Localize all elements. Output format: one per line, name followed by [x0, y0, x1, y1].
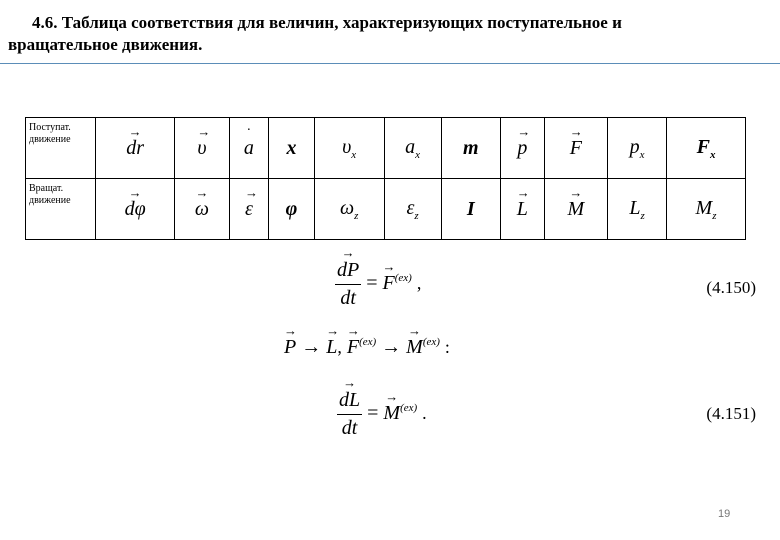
table-row [26, 118, 746, 179]
cell-symbol: φ [285, 197, 298, 220]
cell-symbol: a [243, 136, 254, 159]
cell-subscript: z [414, 209, 419, 222]
table-cell: → F [544, 118, 607, 179]
rhs-superscript: (ex) [400, 402, 418, 415]
equation-number-4-150: (4.150) [706, 278, 756, 297]
correspondence-table [25, 117, 746, 240]
mapping-line: → P → → L, → $F^{(ex)}$ → → $M^{(ex)}$ : [284, 323, 450, 358]
cell-symbol: F [696, 135, 710, 158]
cell-symbol: F [569, 136, 582, 159]
page-title [8, 12, 768, 56]
cell-symbol: dφ [124, 197, 146, 220]
title-line-2: вращательное движения. [8, 35, 203, 54]
table-cell [269, 118, 315, 179]
cell-symbol: ω [339, 196, 355, 219]
cell-symbol: m [463, 136, 479, 159]
table-cell: → p [501, 118, 545, 179]
table-row [26, 179, 746, 240]
cell-symbol: ε [244, 197, 253, 220]
cell-subscript: z [640, 209, 645, 222]
title-line-1: 4.6. Таблица соответствия для величин, характеризующих поступательное и [32, 13, 622, 32]
equation-punct: . [422, 403, 427, 424]
table-cell [608, 118, 667, 179]
table-cell [667, 179, 746, 240]
table-cell: → dr [96, 118, 175, 179]
cell-symbol: p [517, 136, 528, 159]
cell-symbol: L [629, 196, 641, 219]
row-label: Вращат. движение [26, 179, 96, 240]
cell-subscript: x [351, 148, 357, 161]
cell-symbol: dr [126, 136, 145, 159]
cell-symbol: I [466, 197, 475, 220]
table-cell [314, 118, 384, 179]
rhs-superscript: (ex) [394, 272, 412, 285]
equation-punct: , [416, 273, 422, 294]
cell-subscript: z [712, 209, 717, 222]
table-cell [441, 179, 501, 240]
fraction: → dP dt [337, 245, 360, 309]
cell-symbol: L [516, 197, 528, 220]
numerator: dL [339, 389, 361, 411]
fraction: → dL dt [339, 375, 361, 439]
table-cell [441, 118, 501, 179]
table-cell [384, 179, 441, 240]
superscript-F: (ex) [359, 336, 377, 348]
symbol-L: L [326, 336, 338, 358]
equation-number-4-151: (4.151) [706, 404, 756, 423]
page-number: 19 [718, 508, 731, 520]
table-cell: → M [544, 179, 607, 240]
cell-symbol: x [286, 136, 297, 159]
maps-to-arrow: → [301, 336, 322, 358]
cell-symbol: M [567, 197, 585, 220]
rhs-symbol: F [382, 272, 395, 295]
title-divider [0, 63, 780, 64]
table-cell [269, 179, 315, 240]
table-cell: → ε [229, 179, 269, 240]
cell-symbol: ω [194, 197, 210, 220]
cell-subscript: x [639, 148, 645, 161]
maps-to-arrow-2: → [381, 336, 402, 358]
table-cell: → dφ [96, 179, 175, 240]
table-cell [384, 118, 441, 179]
symbol-F: F [346, 336, 360, 358]
row-label: Поступат. движение [26, 118, 96, 179]
cell-symbol: a [405, 135, 416, 158]
cell-subscript: z [354, 209, 359, 222]
cell-symbol: ε [406, 196, 415, 219]
table-cell: → υ [175, 118, 229, 179]
equation-4-150: → dP dt = → $F^{(ex)}$ , [337, 245, 422, 309]
symbol-P: P [284, 336, 297, 358]
cell-symbol: p [629, 135, 640, 158]
cell-symbol: υ [342, 135, 352, 158]
mapping-punct: : [444, 337, 450, 357]
numerator: dP [337, 259, 360, 281]
symbol-M: M [406, 336, 423, 358]
rhs-symbol: M [383, 402, 401, 425]
cell-symbol: υ [197, 136, 207, 159]
table-cell: → L [501, 179, 545, 240]
table-cell: · a [229, 118, 269, 179]
cell-symbol: M [695, 196, 713, 219]
table-cell [667, 118, 746, 179]
table-cell: → ω [175, 179, 229, 240]
denominator: dt [340, 287, 356, 309]
superscript-M: (ex) [422, 336, 440, 348]
table-cell [608, 179, 667, 240]
equation-4-151: → dL dt = → $M^{(ex)}$ . [339, 375, 427, 439]
denominator: dt [341, 417, 358, 439]
cell-subscript: x [415, 148, 420, 161]
table-cell [314, 179, 384, 240]
cell-subscript: x [709, 148, 716, 161]
separator: , [337, 337, 342, 357]
